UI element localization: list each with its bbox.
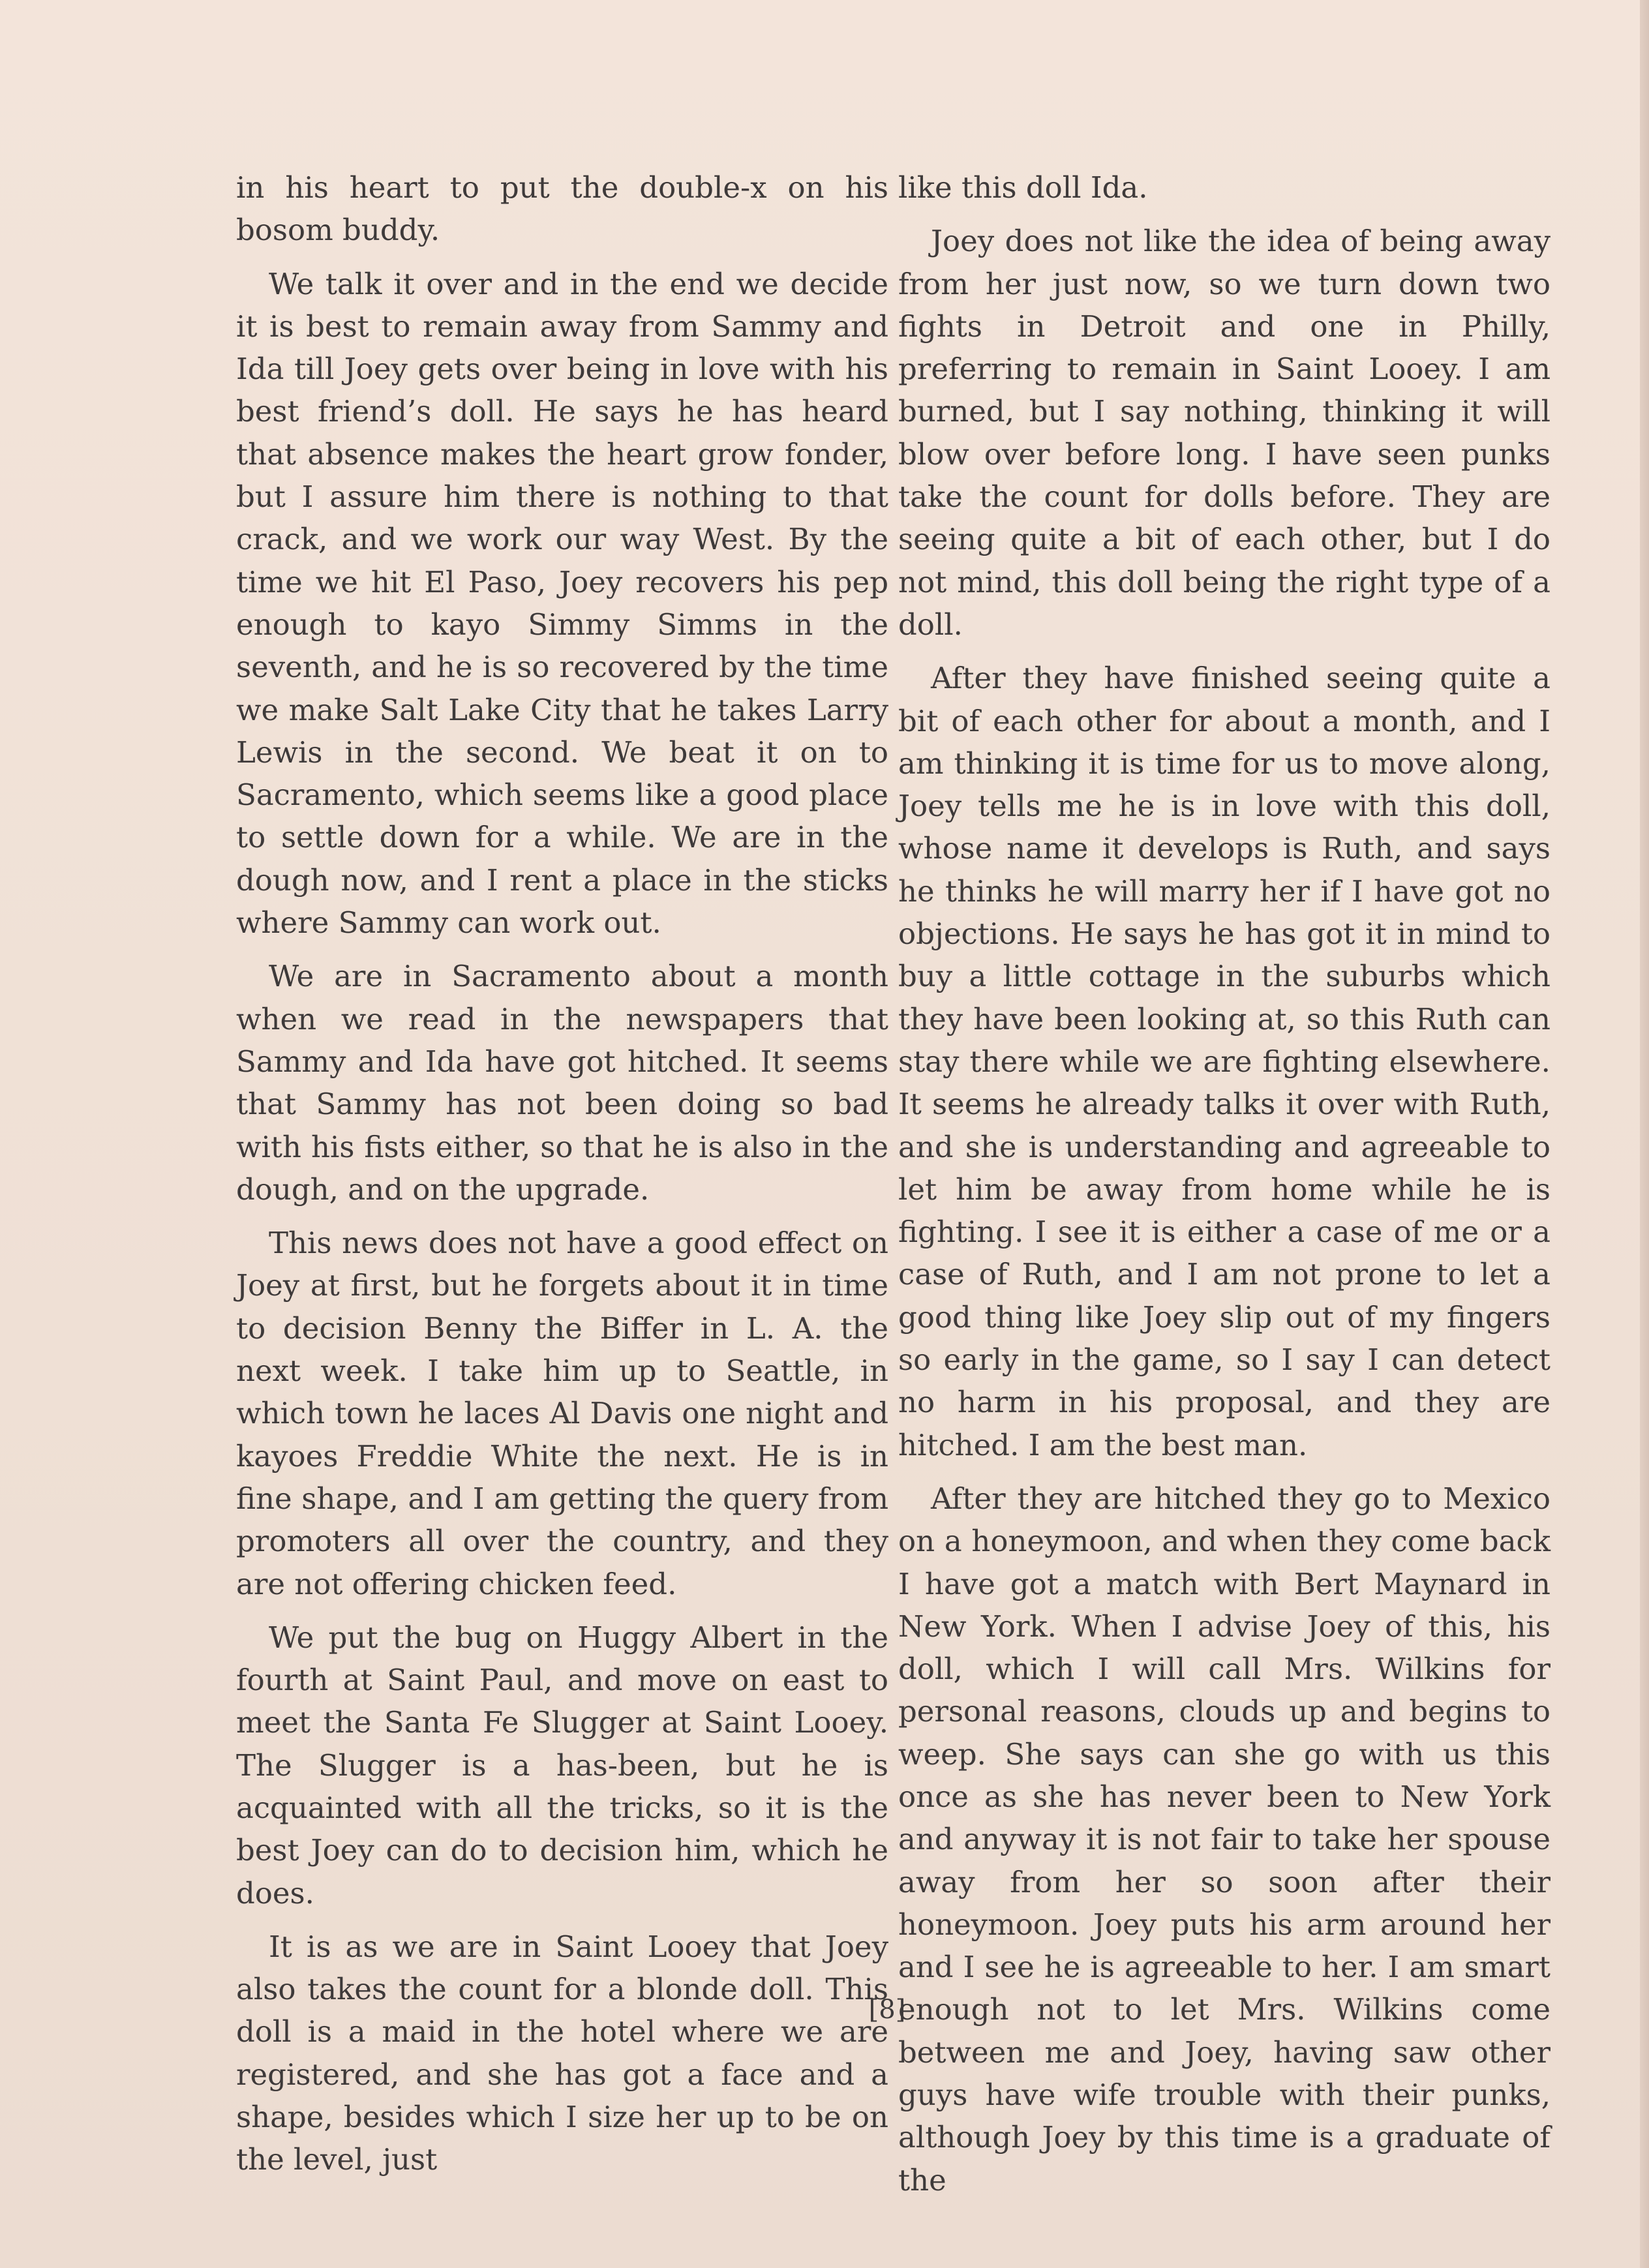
paragraph: We are in Sacramento about a month when we read in the newspapers that Sammy and Ida have got hitched. It seems that Sammy has not been doing so bad with his fists either, so that he is also in the dough, and on the upgrade. [236, 959, 888, 1207]
paragraph: We talk it over and in the end we decide it is best to remain away from Sammy and Ida till Joey gets over being in love with his best friend’s doll. He says he has heard that absence makes the heart grow fonder, but I assure him there is nothing to that crack, and we work our way West. By the time we hit El Paso, Joey recovers his pep enough to kayo Simmy Simms in the seventh, and he is so recovered by the time we make Salt Lake City that he takes Larry Lewis in the second. We beat it on to Sacramento, which seems like a good place to settle down for a while. We are in the dough now, and I rent a place in the sticks where Sammy can work out. [236, 266, 888, 941]
paragraph: We put the bug on Huggy Albert in the fourth at Saint Paul, and move on east to meet the Santa Fe Slugger at Saint Looey. The Slugger is a has-been, but he is acquainted with all the tricks, so it is the best Joey can do to decision him, which he does. [236, 1620, 888, 1911]
paragraph: After they are hitched they go to Mexico on a honeymoon, and when they come back I have got a match with Bert Maynard in New York. When I advise Joey of this, his doll, which I will call Mrs. Wilkins for personal reasons, clouds up and begins to weep. She says can she go with us this once as she has never been to New York and anyway it is not fair to take her spouse away from her so soon after their honeymoon. Joey puts his arm around her and I see he is agreeable to her. I am smart enough not to let Mrs. Wilkins come between me and Joey, having saw other guys have wife trouble with their punks, although Joey by this time is a graduate of the [898, 1481, 1551, 2198]
page-edge-shadow [1640, 0, 1649, 2268]
paragraph-continuation: like this doll Ida. [898, 170, 1148, 205]
right-text-column [898, 166, 1551, 2213]
paragraph-continuation: in his heart to put the double-x on his bosom buddy. [236, 170, 888, 248]
page-number: [8] [868, 1995, 906, 2025]
paragraph: This news does not have a good effect on Joey at first, but he forgets about it in time to decision Benny the Biffer in L. A. the next week. I take him up to Seattle, in which town he laces Al Davis one night and kayoes Freddie White the next. He is in fine shape, and I am getting the query from promoters all over the country, and they are not offering chicken feed. [236, 1226, 888, 1601]
paragraph: It is as we are in Saint Looey that Joey also takes the count for a blonde doll. This doll is a maid in the hotel where we are registered, and she has got a face and a shape, besides which I size her up to be on the level, just [236, 1929, 888, 2177]
left-text-column [236, 166, 888, 2192]
paragraph: After they have finished seeing quite a bit of each other for about a month, and I am thinking it is time for us to move along, Joey tells me he is in love with this doll, whose name it develops is Ruth, and says he thinks he will marry her if I have got no objections. He says he has got it in mind to buy a little cottage in the suburbs which they have been looking at, so this Ruth can stay there while we are fighting elsewhere. It seems he already talks it over with Ruth, and she is understanding and agreeable to let him be away from home while he is fighting. I see it is either a case of me or a case of Ruth, and I am not prone to let a good thing like Joey slip out of my fingers so early in the game, so I say I can detect no harm in his proposal, and they are hitched. I am the best man. [898, 661, 1551, 1462]
paragraph: Joey does not like the idea of being away from her just now, so we turn down two fights in Detroit and one in Philly, preferring to remain in Saint Looey. I am burned, but I say nothing, thinking it will blow over before long. I have seen punks take the count for dolls before. They are seeing quite a bit of each other, but I do not mind, this doll being the right type of a doll. [898, 224, 1551, 642]
